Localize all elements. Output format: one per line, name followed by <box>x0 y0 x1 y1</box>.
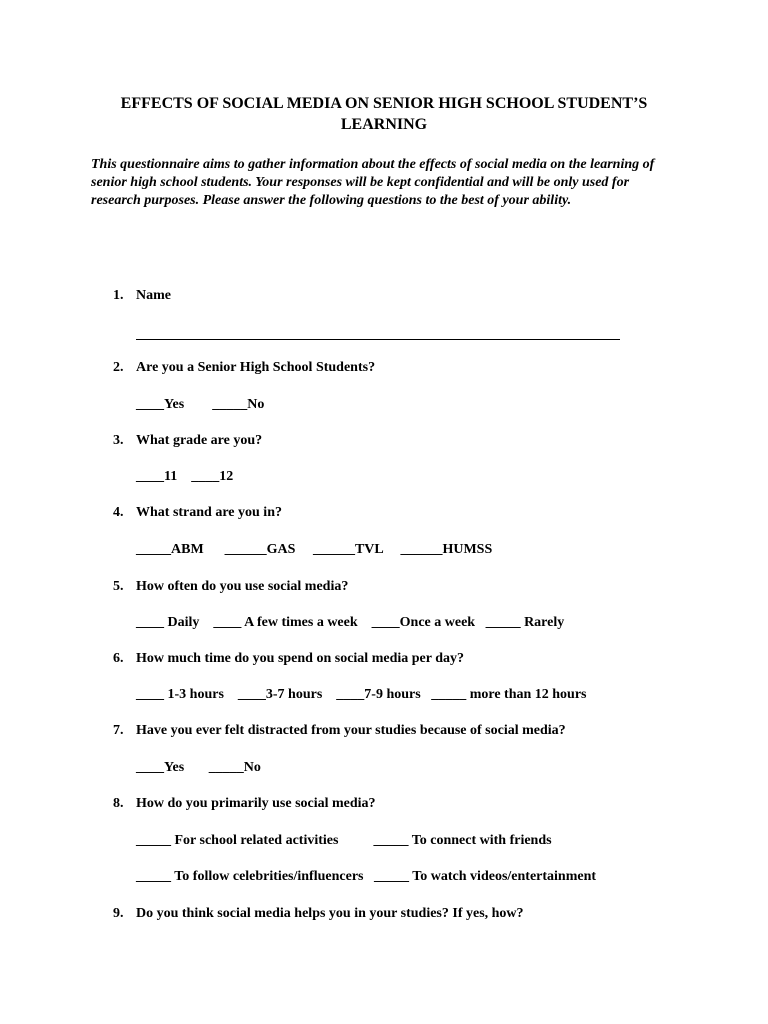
answer-options-q8-row-1[interactable]: _____ For school related activities _____ To connect with friends <box>136 833 552 848</box>
question-number: 4. <box>113 505 124 520</box>
question-text: How often do you use social media? <box>136 579 349 594</box>
question-6 <box>113 650 713 668</box>
intro-paragraph: This questionnaire aims to gather information about the effects of social media on the learning of senior high school students. Your responses will be kept confidential and will be only used for research purposes. Please answer the following questions to the best of your ability. <box>91 157 655 208</box>
question-number: 5. <box>113 579 124 594</box>
question-number: 3. <box>113 433 124 448</box>
question-number: 7. <box>113 723 124 738</box>
question-text: Are you a Senior High School Students? <box>136 360 376 375</box>
question-number: 9. <box>113 906 124 921</box>
name-answer-line[interactable] <box>136 339 620 340</box>
question-2 <box>113 359 713 377</box>
question-text: What strand are you in? <box>136 505 282 520</box>
question-4 <box>113 504 713 522</box>
question-number: 1. <box>113 288 124 303</box>
answer-options-q3[interactable]: ____11 ____12 <box>136 469 234 484</box>
question-number: 2. <box>113 360 124 375</box>
question-text: What grade are you? <box>136 433 263 448</box>
question-text: Have you ever felt distracted from your studies because of social media? <box>136 723 566 738</box>
question-number: 6. <box>113 651 124 666</box>
question-5 <box>113 578 713 596</box>
answer-options-q8-row-2[interactable]: _____ To follow celebrities/influencers _____ To watch videos/entertainment <box>136 869 597 884</box>
question-text: How do you primarily use social media? <box>136 796 376 811</box>
question-text: Do you think social media helps you in your studies? If yes, how? <box>136 906 524 921</box>
answer-options-q2[interactable]: ____Yes _____No <box>136 397 265 412</box>
question-8 <box>113 795 713 813</box>
answer-options-q6[interactable]: ____ 1-3 hours ____3-7 hours ____7-9 hours _____ more than 12 hours <box>136 687 587 702</box>
question-3 <box>113 432 713 450</box>
answer-options-q4[interactable]: _____ABM ______GAS ______TVL ______HUMSS <box>136 542 493 557</box>
question-text: Name <box>136 288 171 303</box>
question-text: How much time do you spend on social media per day? <box>136 651 464 666</box>
question-number: 8. <box>113 796 124 811</box>
answer-options-q7[interactable]: ____Yes _____No <box>136 760 261 775</box>
document-title: EFFECTS OF SOCIAL MEDIA ON SENIOR HIGH SCHOOL STUDENT’S LEARNING <box>120 95 648 133</box>
question-7 <box>113 722 713 740</box>
question-1 <box>113 287 713 305</box>
answer-options-q5[interactable]: ____ Daily ____ A few times a week ____Once a week _____ Rarely <box>136 615 565 630</box>
question-9 <box>113 905 713 923</box>
